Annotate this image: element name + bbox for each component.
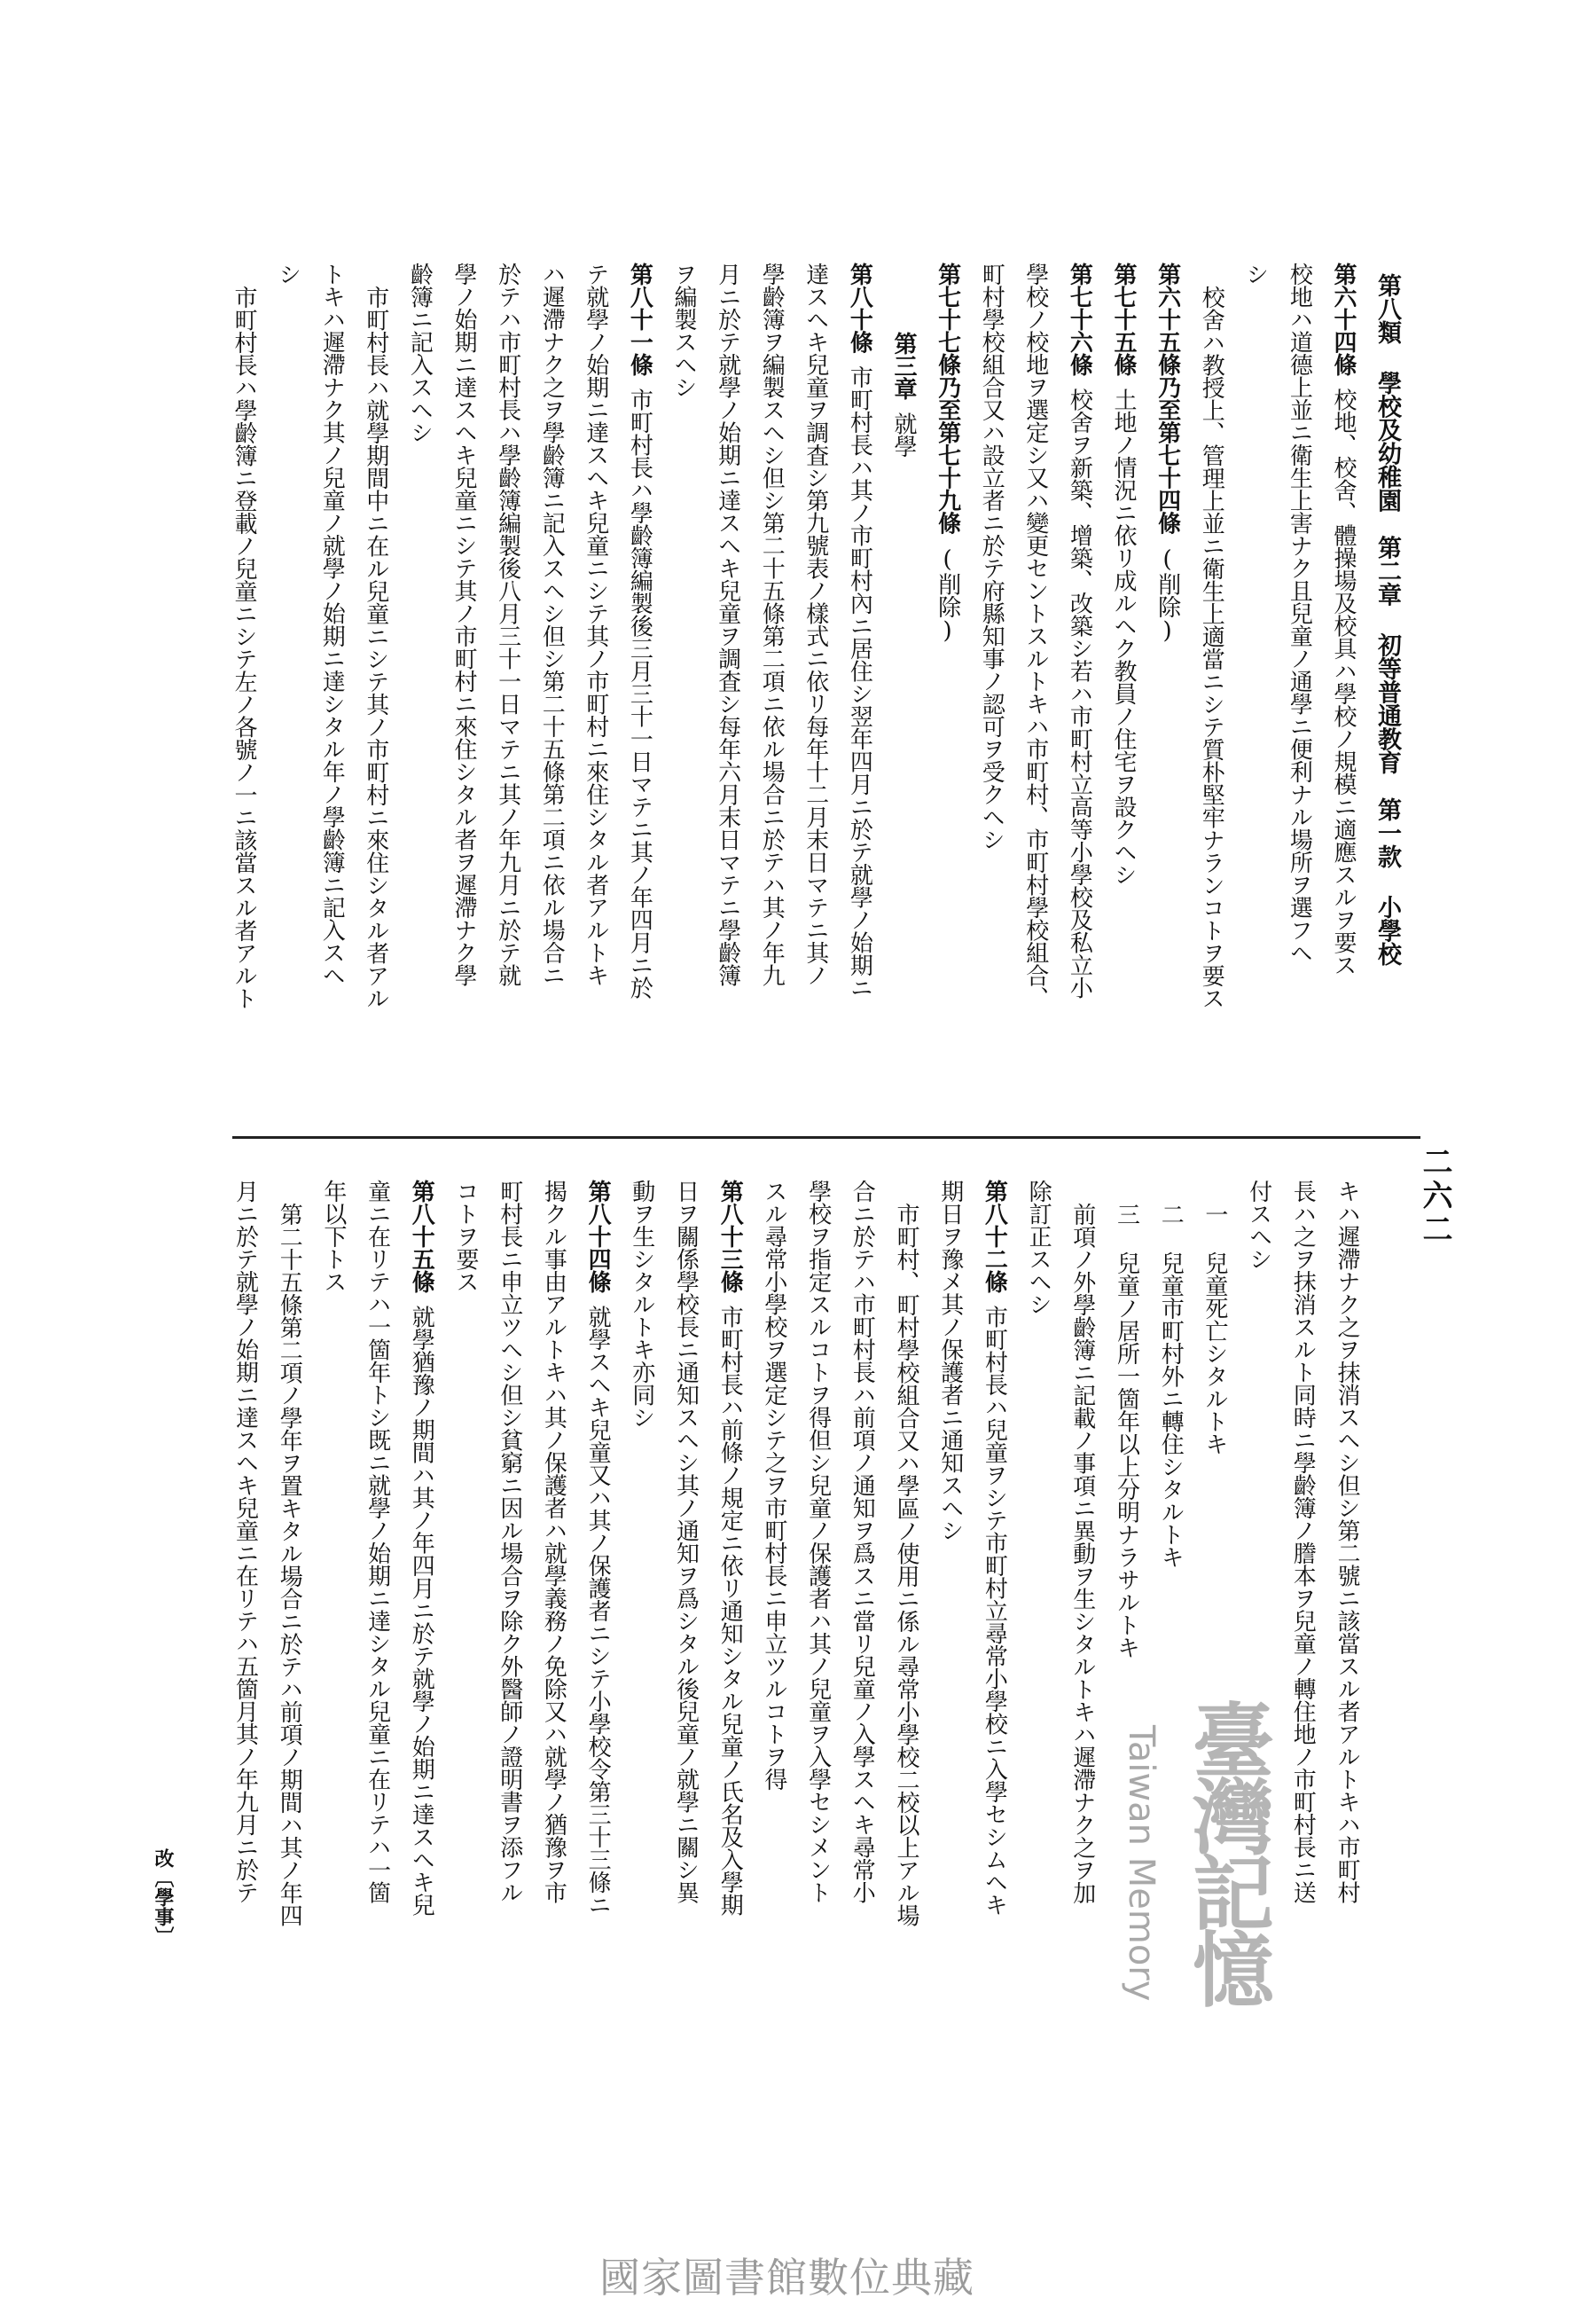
column-text: 前項ノ外學齡簿ニ記載ノ事項ニ異動ヲ生シタルトキハ遲滯ナク之ヲ加 <box>1068 1203 1096 1904</box>
column-text: 合ニ於テハ市町村長ハ前項ノ通知ヲ爲スニ當リ兒童ノ入學スヘキ尋常小 <box>849 1180 876 1903</box>
text-column <box>358 1180 397 1903</box>
column-text: 年以下トス <box>319 1180 347 1293</box>
article-column <box>1104 263 1143 886</box>
text-column <box>1016 263 1055 1009</box>
column-text: 第二十五條第二項ノ學年ヲ置キタル場合ニ於テハ前項ノ期間ハ其ノ年四 <box>276 1203 303 1926</box>
article-heading: 第三章 <box>890 332 917 400</box>
text-column <box>1192 286 1231 1009</box>
article-heading: 第六十五條乃至第七十四條 <box>1154 263 1181 534</box>
column-text: 動ヲ生シタルトキ亦同シ <box>628 1180 655 1429</box>
text-column <box>1279 263 1318 964</box>
column-text: ハ遲滯ナク之ヲ學齡簿ニ記入スヘシ但シ第二十五條第二項ニ依ル場合ニ <box>538 263 566 986</box>
article-column <box>1148 263 1187 644</box>
text-column <box>400 263 439 443</box>
watermark-logo: 臺灣記憶 <box>1179 1698 1275 2004</box>
column-text: 日ヲ關係學校長ニ通知スヘシ其ノ通知ヲ爲シタル後兒童ノ就學ニ關シ異 <box>672 1180 700 1903</box>
text-column <box>667 1180 706 1903</box>
article-column <box>1324 263 1363 977</box>
text-column <box>1151 1203 1190 1568</box>
column-text: 揭クル事由アルトキハ其ノ保護者ハ就學義務ノ免除又ハ就學ノ猶豫ヲ市 <box>540 1180 567 1903</box>
edition-mark: 改〔學事〕 <box>152 1848 174 1946</box>
column-text: 就學スヘキ兒童又ハ其ノ保護者ニシテ小學校令第三十三條ニ <box>584 1305 612 1916</box>
column-text: 除訂正スヘシ <box>1025 1180 1052 1315</box>
text-column <box>1327 1180 1366 1903</box>
column-text: 學齡簿ヲ編製スヘシ但シ第二十五條第二項ニ依ル場合ニ於テハ其ノ年九 <box>758 263 786 986</box>
column-text: 付スヘシ <box>1245 1180 1272 1270</box>
text-column <box>752 263 791 986</box>
article-heading: 第八十二條 <box>981 1180 1008 1293</box>
text-column <box>842 1180 881 1903</box>
column-text: 月ニ於テ就學ノ始期ニ達スヘキ兒童ヲ調査シ每年六月末日マテニ學齡簿 <box>714 263 741 986</box>
text-column <box>1107 1203 1146 1659</box>
column-text: (削除) <box>1154 546 1181 644</box>
column-text: 市町村、町村學校組合又ハ學區ノ使用ニ係ル尋常小學校二校以上アル場 <box>893 1203 919 1926</box>
text-column <box>1063 1203 1102 1904</box>
column-text: 土地ノ情況ニ依リ成ルヘク教員ノ住宅ヲ設クヘシ <box>1110 388 1137 886</box>
text-column <box>534 1180 573 1903</box>
text-column <box>270 1203 309 1926</box>
column-text: 三 兒童ノ居所一箇年以上分明ナラサルトキ <box>1113 1203 1140 1659</box>
article-heading: 第七十六條 <box>1066 263 1093 376</box>
text-column <box>799 1180 838 1903</box>
column-text: 學校ノ校地ヲ選定シ又ハ變更セントスルトキハ市町村、市町村學校組合、 <box>1021 263 1049 1009</box>
text-column <box>755 1180 794 1791</box>
text-column <box>446 1180 485 1293</box>
column-text: 就學猶豫ノ期間ハ其ノ年四月ニ於テ就學ノ始期ニ達スヘキ兒 <box>408 1305 435 1916</box>
article-column <box>620 263 659 999</box>
column-text: 學ノ始期ニ達スヘキ兒童ニシテ其ノ市町村ニ來住シタル者ヲ遲滯ナク學 <box>450 263 477 986</box>
column-text: コトヲ要ス <box>452 1180 479 1293</box>
article-heading: 第八十三條 <box>716 1180 744 1293</box>
column-text: 町村長ニ申立ツヘシ但シ貧窮ニ因ル場合ヲ除ク外醫師ノ證明書ヲ添フル <box>496 1180 523 1903</box>
column-text: 校地ハ道德上並ニ衛生上害ナク且兒童ノ通學ニ便利ナル場所ヲ選フヘ <box>1286 263 1313 964</box>
column-text: シ <box>274 263 301 286</box>
column-text: 校地、校舍、體操場及校具ハ學校ノ規模ニ適應スルヲ要ス <box>1330 388 1357 977</box>
text-column <box>1195 1203 1234 1455</box>
column-text: 町村學校組合又ハ設立者ニ於テ府縣知事ノ認可ヲ受クヘシ <box>978 263 1005 851</box>
divider-rule <box>232 1136 1420 1139</box>
article-column <box>974 1180 1013 1916</box>
article-column <box>840 263 879 999</box>
column-text: トキハ遲滯ナク其ノ兒童ノ就學ノ始期ニ達シタル年ノ學齡簿ニ記入スヘ <box>318 263 346 986</box>
column-text: 就學 <box>890 412 917 458</box>
text-column <box>664 263 703 398</box>
column-text: 校舍ハ教授上、管理上並ニ衛生上適當ニシテ質朴堅牢ナランコトヲ要ス <box>1198 286 1225 1009</box>
article-heading: 第八十五條 <box>408 1180 435 1293</box>
column-text: スル尋常小學校ヲ選定シテ之ヲ市町村長ニ申立ツルコトヲ得 <box>760 1180 787 1791</box>
column-text: 於テハ市町村長ハ學齡簿編製後八月三十一日マテニ其ノ年九月ニ於テ就 <box>494 263 521 986</box>
column-text: 市町村長ハ其ノ市町村內ニ居住シ翌年四月ニ於テ就學ノ始期ニ <box>846 365 873 999</box>
text-column <box>444 263 483 986</box>
text-column <box>1240 1180 1279 1270</box>
column-text: 市町村長ハ學齡簿ニ登載ノ兒童ニシテ左ノ各號ノ一ニ該當スル者アルト <box>231 286 257 1009</box>
text-column <box>1283 1180 1322 1903</box>
page-number: 二六二 <box>1417 1146 1452 1247</box>
column-text: キハ遲滯ナク之ヲ抹消スヘシ但シ第二號ニ該當スル者アルトキハ市町村 <box>1334 1180 1360 1903</box>
article-heading: 第八十條 <box>846 263 873 353</box>
text-column <box>796 263 835 986</box>
text-column <box>972 263 1011 851</box>
text-column <box>314 1180 353 1293</box>
text-column <box>931 1180 970 1541</box>
column-text: (削除) <box>934 546 961 644</box>
article-heading: 第八十四條 <box>584 1180 612 1293</box>
column-text: 月ニ於テ就學ノ始期ニ達スヘキ兒童ニ在リテハ五箇月其ノ年九月ニ於テ <box>231 1180 259 1903</box>
watermark-subtitle: Taiwan Memory <box>1121 1725 1162 2002</box>
article-column <box>1060 263 1099 999</box>
column-text: シ <box>1241 263 1269 286</box>
article-column <box>884 332 923 458</box>
text-column <box>622 1180 661 1429</box>
article-column <box>578 1180 617 1916</box>
text-column <box>490 1180 529 1903</box>
column-text: 童ニ在リテハ一箇年トシ既ニ就學ノ始期ニ達シタル兒童ニ在リテハ一箇 <box>364 1180 391 1903</box>
text-column <box>1019 1180 1058 1315</box>
library-collection-footer: 國家圖書館數位典藏 <box>599 2254 974 2302</box>
text-column <box>532 263 571 986</box>
article-heading: 第八十一條 <box>626 263 653 376</box>
article-column <box>402 1180 441 1916</box>
article-column <box>710 1180 749 1916</box>
text-column <box>887 1203 926 1926</box>
article-heading: 第七十五條 <box>1110 263 1137 376</box>
column-text: 二 兒童市町村外ニ轉住シタルトキ <box>1157 1203 1185 1568</box>
column-text: ヲ編製スヘシ <box>670 263 697 398</box>
column-text: 學校ヲ指定スルコトヲ得但シ兒童ノ保護者ハ其ノ兒童ヲ入學セシメント <box>804 1180 832 1903</box>
article-column <box>928 263 967 644</box>
text-column <box>226 1180 265 1903</box>
column-text: 市町村長ハ就學期間中ニ在ル兒童ニシテ其ノ市町村ニ來住シタル者アル <box>362 286 389 1009</box>
column-text: 期日ヲ豫メ其ノ保護者ニ通知スヘシ <box>936 1180 964 1541</box>
running-title: 第八類 學校及幼稚園 第二章 初等普通教育 第一款 小學校 <box>1373 273 1401 966</box>
text-column <box>708 263 747 986</box>
text-column <box>489 263 528 986</box>
taiwan-memory-watermark <box>1119 1698 1275 2053</box>
article-heading: 第七十七條乃至第七十九條 <box>934 263 961 534</box>
text-column <box>312 263 351 986</box>
text-column <box>1236 263 1275 286</box>
column-text: 一 兒童死亡シタルトキ <box>1201 1203 1228 1455</box>
column-text: 市町村長ハ學齡簿編製後三月三十一日マテニ其ノ年四月ニ於 <box>626 388 653 999</box>
column-text: 齡簿ニ記入スヘシ <box>406 263 434 443</box>
column-text: 市町村長ハ兒童ヲシテ市町村立尋常小學校ニ入學セシムヘキ <box>981 1305 1008 1916</box>
column-text: 長ハ之ヲ抹消スルト同時ニ學齡簿ノ謄本ヲ兒童ノ轉住地ノ市町村長ニ送 <box>1289 1180 1317 1903</box>
column-text: 達スヘキ兒童ヲ調査シ第九號表ノ樣式ニ依リ每年十二月末日マテニ其ノ <box>802 263 829 986</box>
text-column <box>224 286 263 1009</box>
column-text: 市町村長ハ前條ノ規定ニ依リ通知シタル兒童ノ氏名及入學期 <box>716 1305 744 1916</box>
column-text: テ就學ノ始期ニ達スヘキ兒童ニシテ其ノ市町村ニ來住シタル者アルトキ <box>582 263 609 986</box>
article-heading: 第六十四條 <box>1330 263 1357 376</box>
text-column <box>269 263 308 286</box>
text-column <box>576 263 615 986</box>
text-column <box>356 286 395 1009</box>
column-text: 校舍ヲ新築、增築、改築シ若ハ市町村立高等小學校及私立小 <box>1066 388 1093 999</box>
